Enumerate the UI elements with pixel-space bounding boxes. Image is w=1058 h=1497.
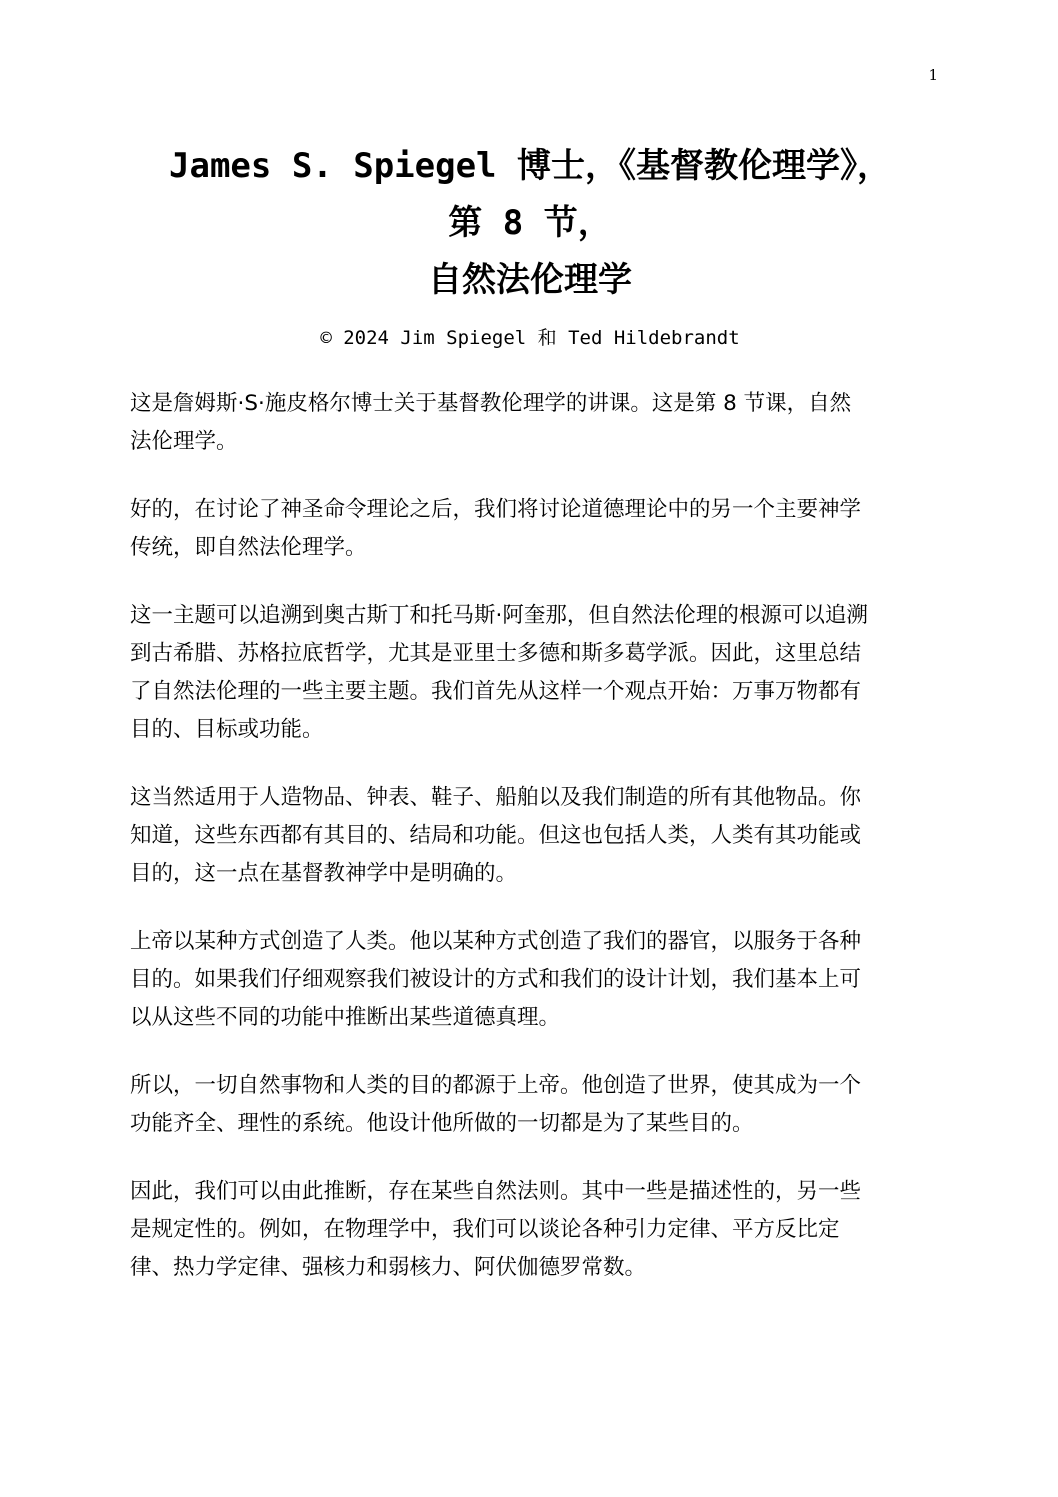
paragraph (130, 597, 930, 749)
text-line: 因此，我们可以由此推断，存在某些自然法则。其中一些是描述性的，另一些 (130, 1179, 862, 1204)
document-body (130, 385, 930, 1317)
text-line: 目的、目标或功能。 (130, 717, 324, 742)
paragraph (130, 385, 930, 461)
text-line: 了自然法伦理的一些主要主题。我们首先从这样一个观点开始：万事万物都有 (130, 679, 862, 704)
text-line: 法伦理学。 (130, 429, 238, 454)
paragraph (130, 1173, 930, 1287)
text-line: 所以，一切自然事物和人类的目的都源于上帝。他创造了世界，使其成为一个 (130, 1073, 862, 1098)
text-line: 知道，这些东西都有其目的、结局和功能。但这也包括人类，人类有其功能或 (130, 823, 862, 848)
text-line: 目的。如果我们仔细观察我们被设计的方式和我们的设计计划，我们基本上可 (130, 967, 862, 992)
title-line-1: James S. Spiegel 博士，《基督教伦理学》， (169, 146, 891, 186)
text-line: 这当然适用于人造物品、钟表、鞋子、船舶以及我们制造的所有其他物品。你 (130, 785, 862, 810)
paragraph (130, 779, 930, 893)
text-line: 律、热力学定律、强核力和弱核力、阿伏伽德罗常数。 (130, 1255, 647, 1280)
title-line-3: 自然法伦理学 (428, 260, 632, 300)
text-line: 功能齐全、理性的系统。他设计他所做的一切都是为了某些目的。 (130, 1111, 754, 1136)
text-line: 是规定性的。例如，在物理学中，我们可以谈论各种引力定律、平方反比定 (130, 1217, 840, 1242)
paragraph (130, 1067, 930, 1143)
text-line: 到古希腊、苏格拉底哲学，尤其是亚里士多德和斯多葛学派。因此，这里总结 (130, 641, 862, 666)
page-number: 1 (928, 66, 938, 84)
title-line-2: 第 8 节， (448, 203, 612, 243)
text-line: 以从这些不同的功能中推断出某些道德真理。 (130, 1005, 561, 1030)
text-line: 上帝以某种方式创造了人类。他以某种方式创造了我们的器官，以服务于各种 (130, 929, 862, 954)
text-line: 好的，在讨论了神圣命令理论之后，我们将讨论道德理论中的另一个主要神学 (130, 497, 862, 522)
text-line: 这一主题可以追溯到奥古斯丁和托马斯·阿奎那，但自然法伦理的根源可以追溯 (130, 603, 868, 628)
text-line: 目的，这一点在基督教神学中是明确的。 (130, 861, 518, 886)
paragraph (130, 491, 930, 567)
paragraph (130, 923, 930, 1037)
text-line: 这是詹姆斯·S·施皮格尔博士关于基督教伦理学的讲课。这是第 8 节课，自然 (130, 391, 852, 416)
text-line: 传统，即自然法伦理学。 (130, 535, 367, 560)
document-title (80, 138, 980, 309)
copyright-notice: © 2024 Jim Spiegel 和 Ted Hildebrandt (320, 327, 740, 349)
